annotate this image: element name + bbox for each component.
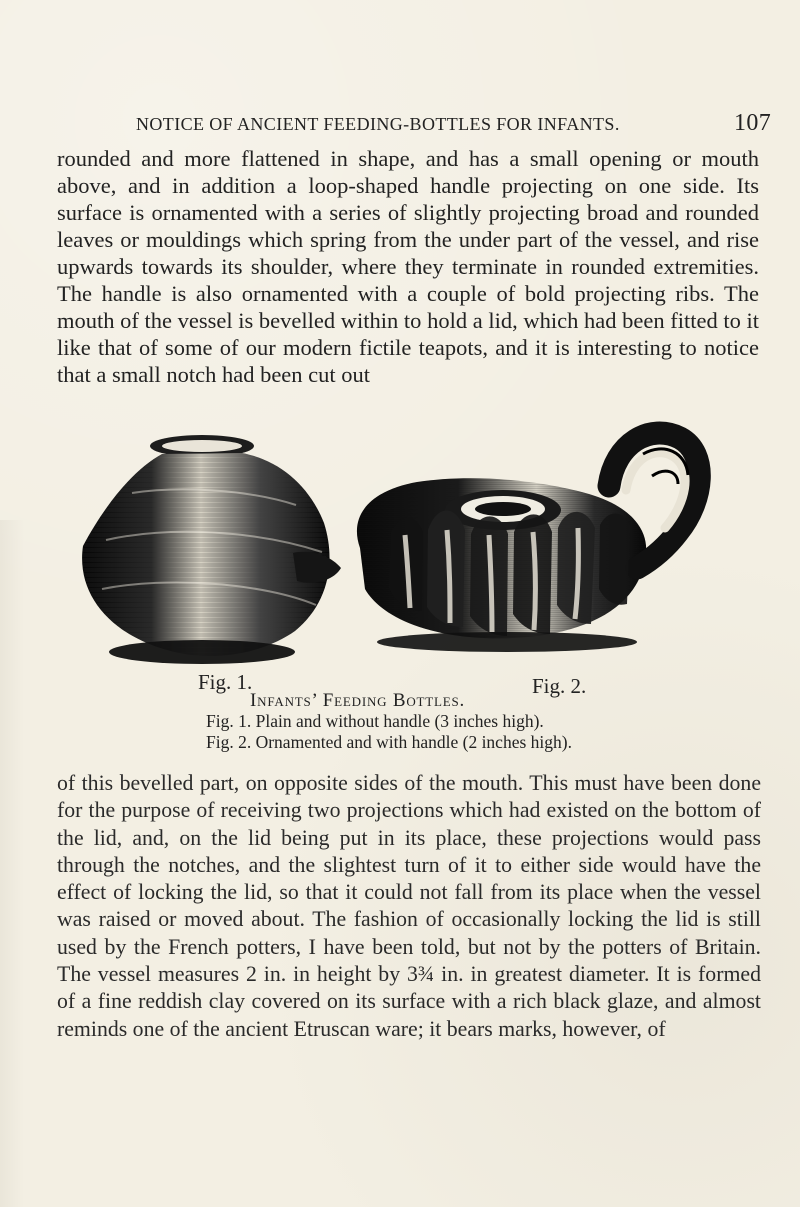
top-paragraph: rounded and more flattened in shape, and has a small opening or mouth above, and in addition a loop-shaped handle projecting on one side. Its surface is ornamented with a series of slightly projecting broad and rounded leaves or mouldings which spring from the under part of the vessel, and rise upwards towards its shoulder, where they terminate in rounded extremities. The handle is also ornamented with a couple of bold projecting ribs. The mouth of the vessel is bevelled within to hold a lid, which had been fitted to it like that of some of our modern fictile teapots, and it is interesting to notice that a small notch had been cut out (57, 146, 759, 387)
plain-bottle-figure (82, 435, 341, 664)
figure-caption-line-1: Fig. 1. Plain and without handle (3 inches high). (206, 711, 544, 731)
figure-2-label: Fig. 2. (532, 674, 587, 698)
header-title: NOTICE OF ANCIENT FEEDING-BOTTLES FOR INFANTS. (136, 114, 620, 134)
ornamented-bottle-figure (357, 433, 699, 652)
figure-caption-line-2: Fig. 2. Ornamented and with handle (2 inches high). (206, 732, 572, 752)
figure-1-label: Fig. 1. (198, 670, 253, 694)
figure-caption-title: Infants’ Feeding Bottles. (250, 690, 466, 711)
page-edge-shadow (0, 520, 24, 1207)
feeding-bottles-illustration (58, 398, 768, 683)
running-header (136, 110, 772, 142)
bottom-paragraph: of this bevelled part, on opposite sides of the mouth. This must have been done for the purpose of receiving two projections which had existed on the bottom of the lid, and, on the lid being put in its place, these projections would pass through the notches, and the slightest turn of it to either side would have the effect of locking the lid, so that it could not fall from its place when the vessel was raised or moved about. The fashion of occasionally locking the lid is still used by the French potters, I have been told, but not by the potters of Britain. The vessel measures 2 in. in height by 3¾ in. in greatest diameter. It is formed of a fine reddish clay covered on its surface with a rich black glaze, and almost reminds one of the ancient Etruscan ware; it bears marks, however, of (57, 771, 761, 1041)
page-number: 107 (734, 110, 772, 136)
